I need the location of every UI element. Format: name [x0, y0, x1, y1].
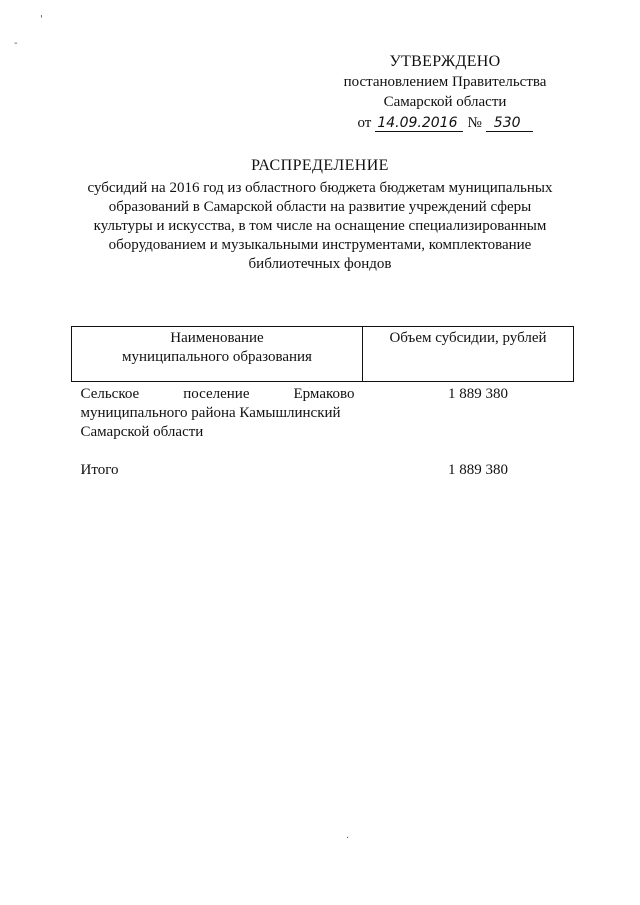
table-header-row [72, 327, 574, 382]
handwritten-number: 530 [486, 115, 533, 132]
subtitle-line: культуры и искусства, в том числе на оснащение специализированным [93, 218, 547, 234]
approval-line-1: постановлением Правительства [343, 74, 547, 90]
scan-speck: ' [40, 14, 43, 25]
number-prefix: № [467, 115, 482, 131]
approval-heading: УТВЕРЖДЕНО [389, 53, 501, 70]
total-row [72, 458, 574, 480]
handwritten-date: 14.09.2016 [375, 115, 463, 132]
approval-stamp [330, 52, 560, 133]
scan-speck: - [14, 38, 18, 49]
subtitle-line: субсидий на 2016 год из областного бюджета бюджетам муниципальных [87, 180, 553, 196]
date-prefix: от [357, 115, 372, 131]
document-title: РАСПРЕДЕЛЕНИЕ [251, 157, 389, 174]
table-row [72, 382, 574, 443]
scan-speck: · [346, 833, 350, 844]
municipality-name: Сельское поселение Ермаково муниципального района Камышлинский Самарской области [80, 386, 355, 440]
header-subsidy-amount: Объем субсидии, рублей [363, 327, 574, 382]
approval-date-row [330, 113, 560, 133]
total-label: Итого [80, 462, 119, 478]
approval-line-2: Самарской области [383, 94, 507, 110]
subsidy-amount: 1 889 380 [448, 386, 508, 402]
document-title-block [70, 157, 570, 274]
header-municipality: Наименование муниципального образования [72, 327, 363, 382]
total-amount: 1 889 380 [448, 462, 508, 478]
subtitle-line: образований в Самарской области на развитие учреждений сферы [108, 199, 532, 215]
subtitle-line: оборудованием и музыкальными инструментами, комплектование [108, 237, 532, 253]
distribution-table [71, 326, 574, 480]
subtitle-line: библиотечных фондов [248, 256, 392, 272]
document-subtitle [70, 179, 570, 274]
